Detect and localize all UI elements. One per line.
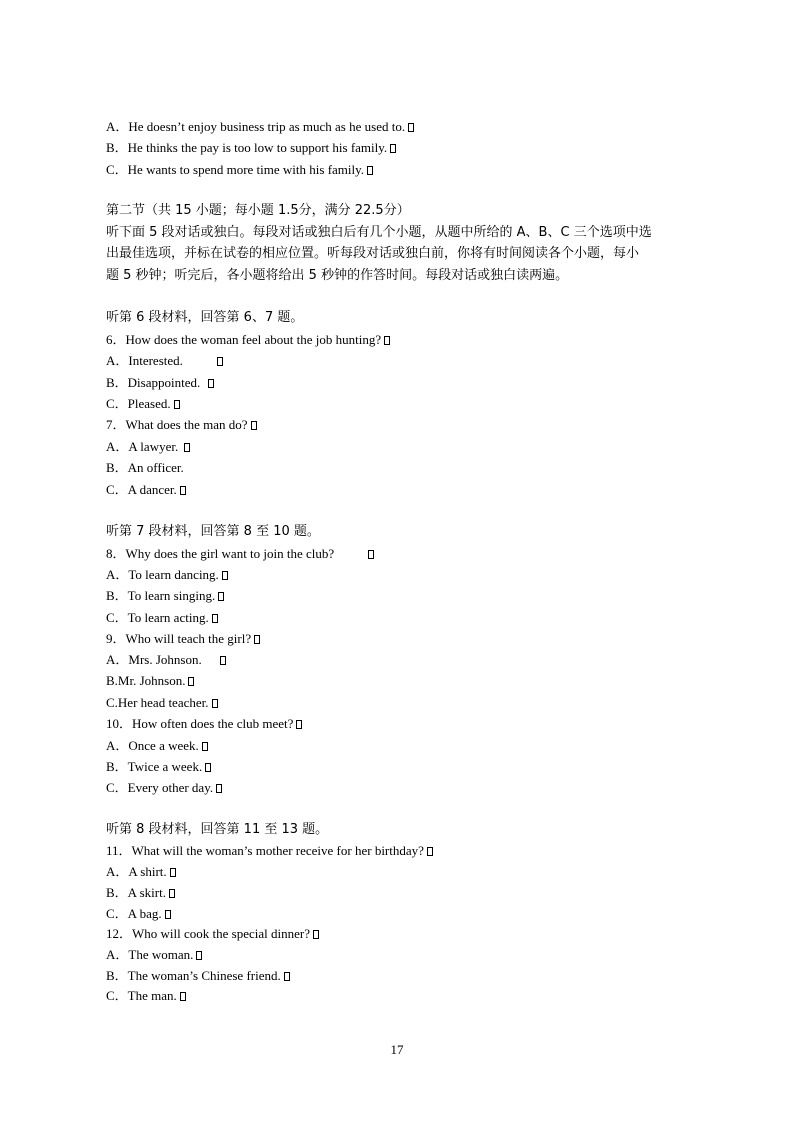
placeholder-box-icon bbox=[408, 123, 414, 132]
option-line bbox=[106, 610, 218, 626]
line-text: B.Mr. Johnson. bbox=[106, 673, 186, 688]
placeholder-box-icon bbox=[296, 720, 302, 729]
material-heading: 听第 8 段材料，回答第 11 至 13 题。 bbox=[106, 822, 329, 837]
placeholder-box-icon bbox=[217, 357, 223, 366]
placeholder-box-icon bbox=[390, 144, 396, 153]
line-text: 7．What does the man do? bbox=[106, 417, 248, 432]
line-text: C．A bag. bbox=[106, 906, 162, 921]
option-line bbox=[106, 140, 396, 156]
placeholder-box-icon bbox=[184, 443, 190, 452]
line-text: C．He wants to spend more time with his family. bbox=[106, 162, 365, 177]
placeholder-box-icon bbox=[254, 635, 260, 644]
question-line bbox=[106, 546, 374, 562]
line-text: 9．Who will teach the girl? bbox=[106, 631, 252, 646]
question-line bbox=[106, 716, 302, 732]
placeholder-box-icon bbox=[196, 951, 202, 960]
line-text: A．He doesn’t enjoy business trip as much as he used to. bbox=[106, 119, 406, 134]
section-heading: 第二节（共 15 小题；每小题 1.5分，满分 22.5分） bbox=[106, 203, 410, 218]
line-text: A．A shirt. bbox=[106, 864, 167, 879]
option-line bbox=[106, 567, 228, 583]
line-text: C．The man. bbox=[106, 988, 177, 1003]
question-line bbox=[106, 631, 260, 647]
option-line bbox=[106, 695, 218, 711]
option-line bbox=[106, 759, 211, 775]
option-line bbox=[106, 885, 175, 901]
placeholder-box-icon bbox=[188, 677, 194, 686]
line-text: C．Pleased. bbox=[106, 396, 171, 411]
line-text: B．The woman’s Chinese friend. bbox=[106, 968, 281, 983]
option-line bbox=[106, 396, 180, 412]
line-text: 11．What will the woman’s mother receive for her birthday? bbox=[106, 843, 424, 858]
placeholder-box-icon bbox=[222, 571, 228, 580]
placeholder-box-icon bbox=[367, 166, 373, 175]
placeholder-box-icon bbox=[368, 550, 374, 559]
placeholder-box-icon bbox=[284, 972, 290, 981]
option-line bbox=[106, 119, 414, 135]
line-text: 8．Why does the girl want to join the club? bbox=[106, 546, 335, 561]
line-text: B．A skirt. bbox=[106, 885, 166, 900]
line-text: C．Every other day. bbox=[106, 780, 214, 795]
line-text: B．To learn singing. bbox=[106, 588, 216, 603]
placeholder-box-icon bbox=[170, 868, 176, 877]
option-line bbox=[106, 460, 184, 476]
line-text: A．A lawyer. bbox=[106, 439, 179, 454]
line-text: 12．Who will cook the special dinner? bbox=[106, 926, 310, 941]
line-text: A．To learn dancing. bbox=[106, 567, 219, 582]
placeholder-box-icon bbox=[174, 400, 180, 409]
placeholder-box-icon bbox=[180, 992, 186, 1001]
placeholder-box-icon bbox=[218, 592, 224, 601]
question-line bbox=[106, 926, 319, 942]
line-text: C．A dancer. bbox=[106, 482, 177, 497]
option-line bbox=[106, 375, 214, 391]
line-text: A．Once a week. bbox=[106, 738, 199, 753]
line-text: 10．How often does the club meet? bbox=[106, 716, 294, 731]
placeholder-box-icon bbox=[180, 486, 186, 495]
placeholder-box-icon bbox=[169, 889, 175, 898]
material-heading: 听第 6 段材料，回答第 6、7 题。 bbox=[106, 310, 304, 325]
page-number: 17 bbox=[390, 1042, 404, 1057]
placeholder-box-icon bbox=[427, 847, 433, 856]
option-line bbox=[106, 864, 176, 880]
option-line bbox=[106, 588, 224, 604]
instructions-line: 题 5 秒钟；听完后，各小题将给出 5 秒钟的作答时间。每段对话或独白读两遍。 bbox=[106, 268, 569, 283]
placeholder-box-icon bbox=[212, 699, 218, 708]
placeholder-box-icon bbox=[202, 742, 208, 751]
placeholder-box-icon bbox=[216, 784, 222, 793]
line-text: A．Interested. bbox=[106, 353, 183, 368]
line-text: B．He thinks the pay is too low to support his family. bbox=[106, 140, 388, 155]
option-line bbox=[106, 947, 202, 963]
placeholder-box-icon bbox=[212, 614, 218, 623]
line-text: A．Mrs. Johnson. bbox=[106, 652, 202, 667]
placeholder-box-icon bbox=[384, 336, 390, 345]
option-line bbox=[106, 738, 208, 754]
option-line bbox=[106, 482, 186, 498]
placeholder-box-icon bbox=[220, 656, 226, 665]
placeholder-box-icon bbox=[205, 763, 211, 772]
line-text: C.Her head teacher. bbox=[106, 695, 209, 710]
question-line bbox=[106, 843, 433, 859]
line-text: B．Twice a week. bbox=[106, 759, 203, 774]
question-line bbox=[106, 332, 390, 348]
option-line bbox=[106, 968, 290, 984]
placeholder-box-icon bbox=[208, 379, 214, 388]
line-text: B．An officer. bbox=[106, 460, 184, 475]
option-line bbox=[106, 652, 226, 668]
placeholder-box-icon bbox=[165, 910, 171, 919]
question-line bbox=[106, 417, 257, 433]
line-text: A．The woman. bbox=[106, 947, 194, 962]
line-text: C．To learn acting. bbox=[106, 610, 209, 625]
option-line bbox=[106, 906, 171, 922]
instructions-line: 听下面 5 段对话或独白。每段对话或独白后有几个小题，从题中所给的 A、B、C 三个选项中选 bbox=[106, 225, 652, 240]
instructions-line: 出最佳选项，并标在试卷的相应位置。听每段对话或独白前，你将有时间阅读各个小题，每小 bbox=[106, 246, 640, 261]
option-line bbox=[106, 439, 190, 455]
option-line bbox=[106, 988, 186, 1004]
option-line bbox=[106, 353, 223, 369]
option-line bbox=[106, 162, 373, 178]
option-line bbox=[106, 673, 194, 689]
line-text: B．Disappointed. bbox=[106, 375, 201, 390]
line-text: 6．How does the woman feel about the job hunting? bbox=[106, 332, 382, 347]
material-heading: 听第 7 段材料，回答第 8 至 10 题。 bbox=[106, 524, 320, 539]
placeholder-box-icon bbox=[313, 930, 319, 939]
option-line bbox=[106, 780, 222, 796]
placeholder-box-icon bbox=[251, 421, 257, 430]
